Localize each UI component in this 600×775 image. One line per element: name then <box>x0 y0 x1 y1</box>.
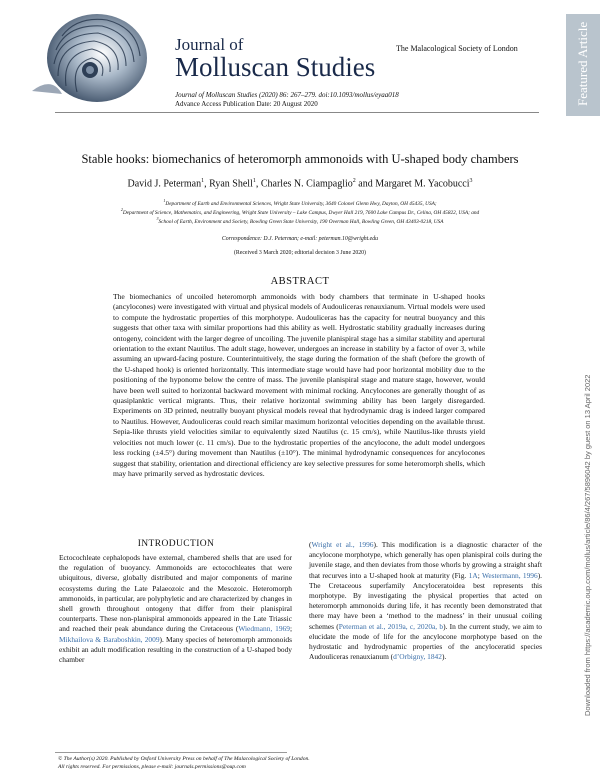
author-name: Charles N. Ciampaglio <box>260 178 353 190</box>
introduction-heading: INTRODUCTION <box>137 539 215 549</box>
received-dates: (Received 3 March 2020; editorial decision 3 June 2020) <box>233 250 366 256</box>
author-separator: , <box>255 178 261 190</box>
author-name: Ryan Shell <box>209 178 253 190</box>
author-separator: and <box>355 178 376 190</box>
access-date-line: Advance Access Publication Date: 20 August 2020 <box>175 100 318 108</box>
author-name: Margaret M. Yacobucci <box>375 178 470 190</box>
affiliation-sup: 3 <box>156 216 159 221</box>
copyright-footer <box>58 755 310 771</box>
permissions-line: All rights reserved. For permissions, please e-mail: journals.permissions@oup.com <box>58 764 246 770</box>
citation-link[interactable]: Wiedmann, 1969 <box>238 624 290 634</box>
journal-title-line1: Journal of <box>175 35 244 54</box>
body-text: ). Many species of heteromorph ammonoids exhibit an adult modification resulting in the construction of a U-shaped body chamber <box>59 634 292 665</box>
download-note[interactable]: Downloaded from https://academic.oup.com/mollus/article/86/4/267/5896042 by guest on 13 April 2022 <box>583 374 592 716</box>
society-name: The Malacological Society of London <box>396 44 518 53</box>
body-text: ( <box>309 540 312 549</box>
abstract-text: The biomechanics of uncoiled heteromorph ammonoids with body chambers that terminate in U-shaped hooks (ancylocones) were investigated with virtual and physical models of Audouliceras renauxianum. Virtual models were used to compute the hydrostatic properties of this morphotype. Audouliceras has the capacity for neutral buoyancy and this suggests that other taxa with similar proportions had this ability as well. Hydrostatic stability gradually increases during ontogeny, coincident with the larger degree of uncoiling. The juvenile planispiral stage has a similar stability and apertural orientation to the extant Nautilus. The adult stage, however, undergoes an increase in stability by a factor of over 3, while assuming an upward-facing posture. Counterintuitively, the stage during the formation of the shaft (before the growth of the U-shaped hook) is oriented horizontally. This intermediate stage would have had poor horizontal mobility due to the positioning of the hyponome below the centre of mass. The juvenile planispiral stage and mature stage, however, would have been well suited to horizontal backward movement with minimal rocking. Ancylocones are generally thought of as quasiplanktic vertical migrants. Thus, their relative horizontal swimming ability has been largely disregarded. Experiments on 3D printed, neutrally buoyant physical models reveal that hydrodynamic drag is indeed larger compared to Nautilus. However, Audouliceras could reach similar maximum horizontal velocities depending on the available thrust. Sepia-like thrusts yield velocities similar to equivalently sized Nautilus (c. 15 cm/s), while Nautilus-like thrusts yield velocities not much lower (c. 11 cm/s). Due to the hydrostatic properties of the ancylocone, the adult model undergoes less rocking (±4.5°) during movement than Nautilus (±10°). The minimal hydrodynamic consequences for ancylocones suggest that stability, orientation and directional efficiency are key selective pressures for some heteromorph shells, which may have primarily served as hydrostatic devices. <box>113 292 485 478</box>
affiliation-text: Department of Science, Mathematics, and Engineering, Wright State University – Lake Campus, Dwyer Hall 219, 7600 Lake Campus Dr., Celina, OH 45822, USA; and <box>122 209 480 216</box>
affiliation-text: School of Earth, Environment and Society, Bowling Green State University, 190 Overman Hall, Bowling Green, OH 43403-0218, USA <box>158 218 444 225</box>
affiliation-sup: 2 <box>120 207 123 212</box>
author-sup: 3 <box>469 178 473 184</box>
body-text: ). In the current study, we aim to elucidate the mode of life for the ancylocone morphotype based on the hydrostatic and hydrodynamic properties of the ancyloceratid species Audouliceras renauxianum ( <box>309 621 542 662</box>
author-list <box>0 178 600 189</box>
journal-logo <box>22 6 162 106</box>
header-divider <box>55 112 539 113</box>
footer-divider <box>55 752 287 753</box>
body-text: ). The Cretaceous superfamily Ancyloceratoidea best represents this morphotype. By investigating the physical properties that acted on heteromorph ammonoids during life, it has recently been demonstrated that there may have been a ‘method to the madness’ in their unusual coiling schemes ( <box>309 570 542 631</box>
ammonite-shell-icon <box>22 6 162 106</box>
author-sup: 2 <box>352 178 356 184</box>
body-text: ). <box>441 652 447 662</box>
citation-block <box>175 91 399 109</box>
citation-link[interactable]: Westermann, 1996 <box>481 570 538 580</box>
body-column-left <box>59 553 292 665</box>
author-separator: , <box>204 178 210 190</box>
body-text: Ectocochleate cephalopods have external, chambered shells that are used for the regulation of buoyancy. Ammonoids are ectocochleates that were ubiquitous, diverse, globally distributed and major components of marine ecosystems during the Late Palaeozoic and the Mesozoic. Heteromorph ammonoids, in particular, are polyphyletic and are characterized by changes in shell growth throughout ontogeny that differ from their planispiral counterparts. These non-planispiral ammonoids appeared in the Late Triassic and reached their peak abundance during the Cretaceous ( <box>59 553 292 634</box>
affiliation <box>0 198 600 207</box>
author-sup: 1 <box>201 178 205 184</box>
citation-link[interactable]: Mikhailova & Baraboshkin, 2009 <box>59 634 160 644</box>
body-column-right <box>309 540 542 662</box>
copyright-line: © The Author(s) 2020. Published by Oxford University Press on behalf of The Malacological Society of London. <box>58 756 310 762</box>
affiliation <box>0 216 600 225</box>
figure-link[interactable]: 1A <box>468 570 478 580</box>
citation-line: Journal of Molluscan Studies (2020) 86: 267–279. doi:10.1093/mollus/eyaa018 <box>175 91 399 99</box>
featured-article-badge <box>566 14 600 116</box>
author-sup: 1 <box>252 178 256 184</box>
correspondence: Correspondence: D.J. Peterman; e-mail: peterman.10@wright.edu <box>221 236 379 242</box>
journal-title <box>175 36 375 81</box>
abstract-heading: ABSTRACT <box>270 276 330 287</box>
badge-label: Featured Article <box>575 21 590 106</box>
citation-link[interactable]: Peterman et al., 2019a, c, 2020a, b <box>338 621 444 631</box>
abstract-body <box>113 292 485 479</box>
body-text: ). This modification is a diagnostic character of the ancylocone morphotype, which generally has open planispiral coils during the juvenile stage, and then deviates from those whorls by growing a straight shaft that recurves into a U-shaped hook at maturity (Fig. <box>309 540 542 580</box>
affiliation <box>0 207 600 216</box>
journal-title-line2: Molluscan Studies <box>175 52 376 82</box>
body-text: ; <box>477 570 482 580</box>
citation-link[interactable]: Wright et al., 1996 <box>311 540 374 549</box>
body-text: ; <box>289 624 293 634</box>
article-title: Stable hooks: biomechanics of heteromorph ammonoids with U-shaped body chambers <box>81 152 519 166</box>
author-name: David J. Peterman <box>127 178 202 190</box>
citation-link[interactable]: d’Orbigny, 1842 <box>393 652 442 662</box>
affiliation-sup: 1 <box>163 198 166 203</box>
affiliation-text: Department of Earth and Environmental Sciences, Wright State University, 3640 Colonel Glenn Hwy, Dayton, OH 45435, USA; <box>165 200 437 207</box>
